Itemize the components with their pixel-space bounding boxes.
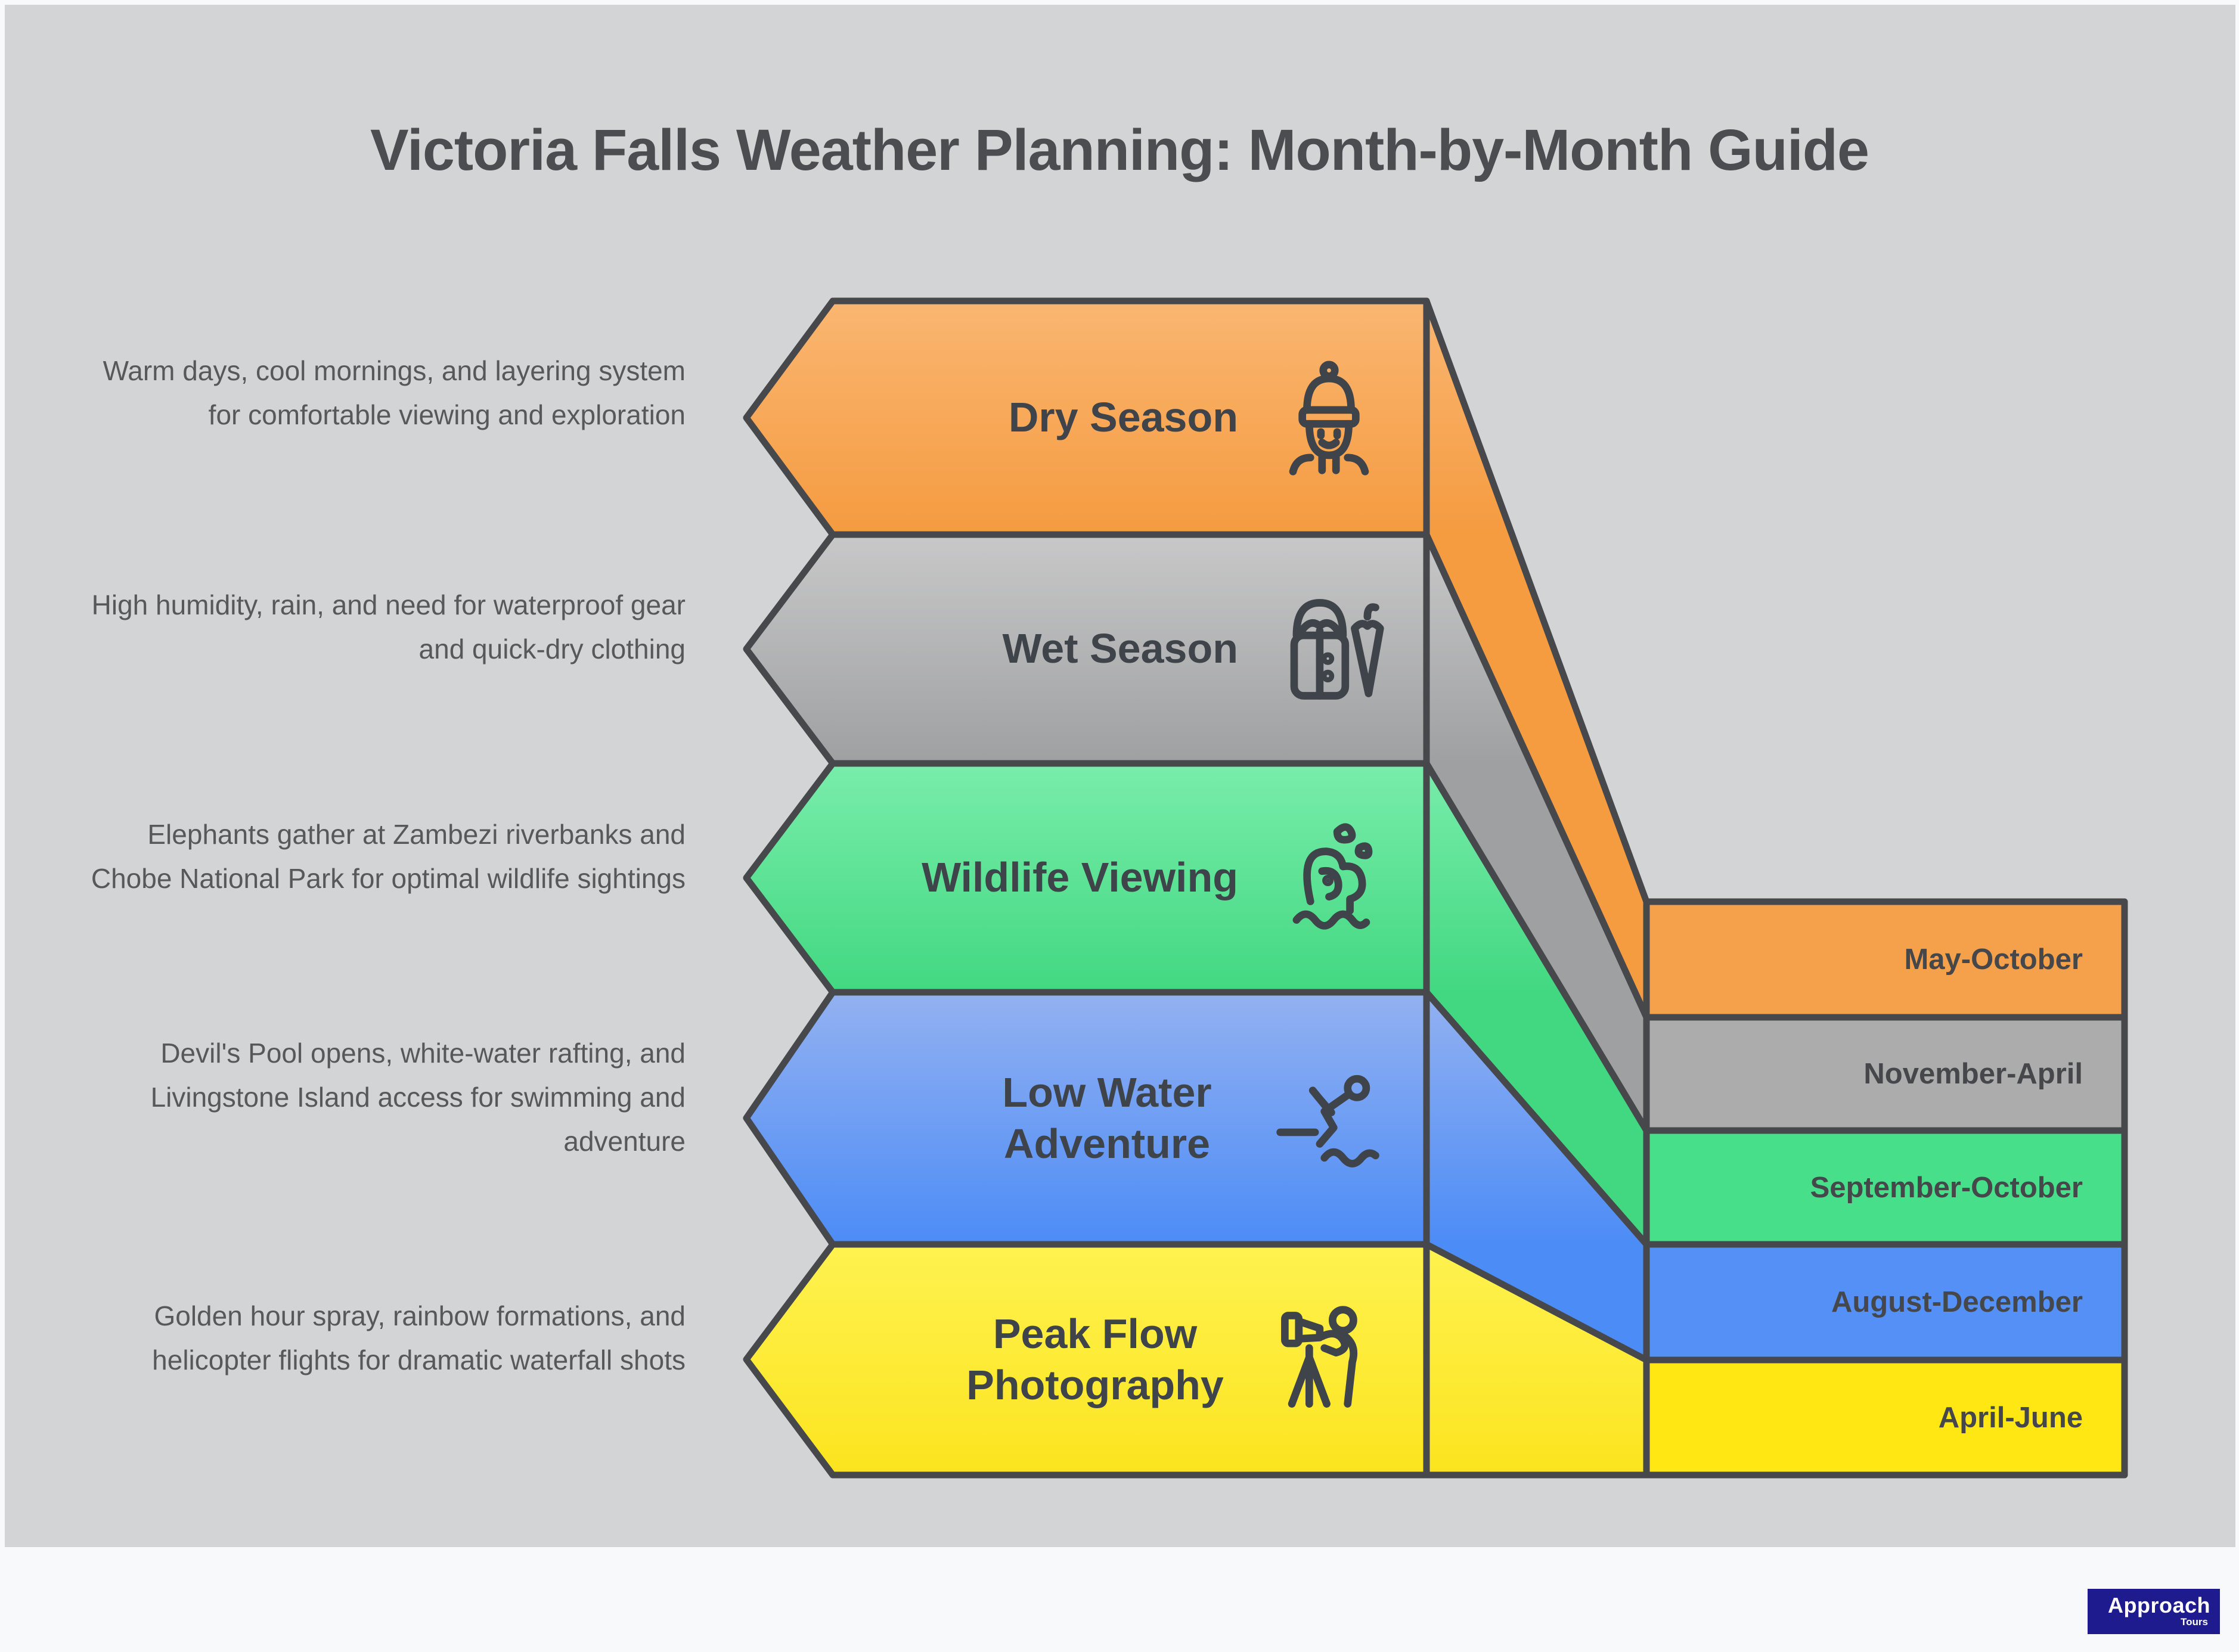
low-water-adventure-label: Low Water Adventure — [1002, 1069, 1212, 1167]
wet-season-band — [852, 535, 1392, 763]
peak-flow-photography-label: Peak Flow Photography — [966, 1311, 1224, 1408]
dry-season-label: Dry Season — [1008, 394, 1238, 441]
approach-tours-logo — [2088, 1589, 2220, 1634]
wildlife-viewing-description: Elephants gather at Zambezi riverbanks and Chobe National Park for optimal wildlife sightings — [91, 819, 686, 894]
beanie-person-icon — [1271, 360, 1387, 476]
low-water-description: Devil's Pool opens, white-water rafting, and Livingstone Island access for swimming and adventure — [150, 1038, 686, 1157]
wet-season-label: Wet Season — [1002, 625, 1238, 672]
photographer-icon — [1271, 1302, 1387, 1418]
august-december-label: August-December — [1831, 1286, 2083, 1318]
peak-flow-photography-band — [852, 1244, 1392, 1475]
april-june-label: April-June — [1938, 1401, 2083, 1434]
low-water-adventure-band — [852, 992, 1392, 1244]
peak-flow-description: Golden hour spray, rainbow formations, and helicopter flights for dramatic waterfall shots — [152, 1300, 686, 1375]
brand-name: Approach — [2107, 1593, 2210, 1617]
november-april-label: November-April — [1863, 1058, 2083, 1090]
september-october-label: September-October — [1810, 1171, 2083, 1204]
raincoat-umbrella-icon — [1271, 591, 1387, 707]
may-october-label: May-October — [1904, 943, 2083, 976]
wet-season-description: High humidity, rain, and need for waterproof gear and quick-dry clothing — [91, 589, 686, 664]
diver-icon — [1271, 1060, 1387, 1176]
elephant-spray-icon — [1271, 820, 1387, 936]
wildlife-viewing-label: Wildlife Viewing — [922, 854, 1238, 901]
brand-subtitle: Tours — [2181, 1616, 2208, 1628]
page-title: Victoria Falls Weather Planning: Month-by-Month Guide — [370, 117, 1869, 182]
wildlife-viewing-band — [852, 763, 1392, 992]
dry-season-description: Warm days, cool mornings, and layering system for comfortable viewing and exploration — [103, 355, 686, 430]
dry-season-band — [852, 301, 1392, 535]
